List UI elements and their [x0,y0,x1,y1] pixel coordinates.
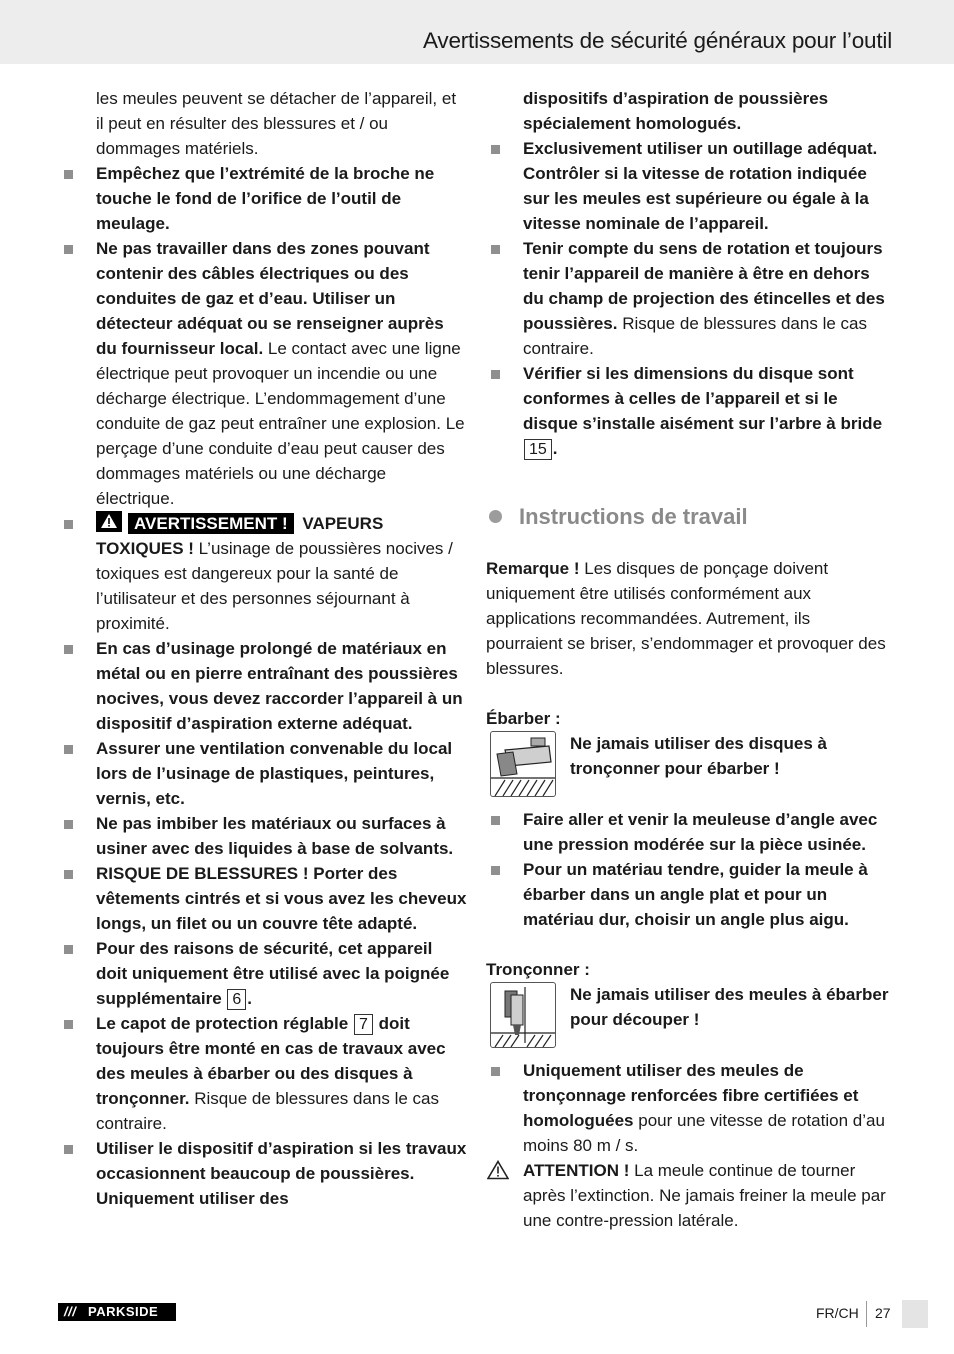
ebarber-warning: Ne jamais utiliser des disques à tronçonner pour ébarber ! [570,734,828,778]
page-title: Avertissements de sécurité généraux pour l’outil [423,28,892,53]
list-item: Ne pas travailler dans des zones pouvant contenir des câbles électriques ou des conduites de gaz et d’eau. Utiliser un détecteur adéquat ou se renseigner auprès du fournisseur local. Le contact avec une ligne électrique peut provoquer un incendie ou une décharge électrique. L’endommagement d’une conduite de gaz peut entraîner une explosion. Le perçage d’une conduite d’eau peut causer des dommages matériels ou une décharge électrique. [59,236,467,511]
part-reference: 6 [227,989,246,1010]
list-item: Le capot de protection réglable 7 doit toujours être monté en cas de travaux avec des meules à ébarber ou des disques à tronçonner. Risque de blessures dans le cas contraire. [59,1011,467,1136]
footer-tab-marker [902,1300,928,1328]
subheading-ebarber: Ébarber : [486,709,561,728]
language-code: FR/CH [816,1305,859,1321]
list-item: Assurer une ventilation convenable du local lors de l’usinage de plastiques, peintures, vernis, etc. [59,736,467,811]
cutting-illustration-icon [490,982,556,1048]
warning-badge: AVERTISSEMENT ! [128,513,294,534]
warning-triangle-icon [96,511,122,532]
ebarber-figure-row [486,731,891,799]
list-item: Faire aller et venir la meuleuse d’angle avec une pression modérée sur la pièce usinée. [486,807,891,857]
warning-triangle-icon [487,1160,509,1187]
list-item: Tenir compte du sens de rotation et toujours tenir l’appareil de manière à être en dehors du champ de projection des étincelles et des poussières. Risque de blessures dans le cas contraire. [486,236,891,361]
list-item: Pour des raisons de sécurité, cet appareil doit uniquement être utilisé avec la poignée supplémentaire 6 . [59,936,467,1011]
list-item: Vérifier si les dimensions du disque sont conformes à celles de l’appareil et si le disque s’installe aisément sur l’arbre à bride 15 . [486,361,891,461]
section-title: Instructions de travail [486,503,891,531]
list-item: Pour un matériau tendre, guider la meule à ébarber dans un angle plat et pour un matériau dur, choisir un angle plus aigu. [486,857,891,932]
parkside-logo: /// PARKSIDE [58,1303,176,1321]
list-item: Exclusivement utiliser un outillage adéquat. Contrôler si la vitesse de rotation indiquée sur les meules est supérieure ou égale à la vitesse nominale de l’appareil. [486,136,891,236]
list-item: Empêchez que l’extrémité de la broche ne touche le fond de l’orifice de l’outil de meulage. [59,161,467,236]
right-column [486,86,891,1233]
page-number: 27 [875,1305,891,1321]
grinding-illustration-icon [490,731,556,797]
page-header [0,0,954,64]
list-item: Utiliser le dispositif d’aspiration si les travaux occasionnent beaucoup de poussières. Uniquement utiliser des [59,1136,467,1211]
left-column [59,86,467,1211]
part-reference: 15 [524,439,552,460]
list-item: RISQUE DE BLESSURES ! Porter des vêtements cintrés et si vous avez les cheveux longs, un filet ou un couvre tête adapté. [59,861,467,936]
list-item: Uniquement utiliser des meules de tronçonnage renforcées fibre certifiées et homologuées pour une vitesse de rotation d’au moins 80 m / s. [486,1058,891,1158]
attention-note: ATTENTION ! La meule continue de tourner après l’extinction. Ne jamais freiner la meule par une contre-pression latérale. [486,1158,891,1233]
continued-text: dispositifs d’aspiration de poussières spécialement homologués. [523,89,829,133]
tronconner-figure-row [486,982,891,1050]
note-paragraph: Remarque ! Les disques de ponçage doivent uniquement être utilisés conformément aux applications recommandées. Autrement, ils pourraient se briser, s’endommager et provoquer des blessures. [486,559,886,678]
subheading-tronconner: Tronçonner : [486,960,590,979]
tronconner-warning: Ne jamais utiliser des meules à ébarber pour découper ! [570,985,889,1029]
list-item: Ne pas imbiber les matériaux ou surfaces à usiner avec des liquides à base de solvants. [59,811,467,861]
list-item: En cas d’usinage prolongé de matériaux en métal ou en pierre entraînant des poussières nocives, vous devez raccorder l’appareil à un dispositif d’aspiration externe adéquat. [59,636,467,736]
footer-divider [866,1301,867,1327]
intro-text: les meules peuvent se détacher de l’appareil, et il peut en résulter des blessures et / ou dommages matériels. [96,89,457,158]
list-item: AVERTISSEMENT ! VAPEURS TOXIQUES ! L’usinage de poussières nocives / toxiques est dangereux pour la santé de l’utilisateur et des personnes séjournant à proximité. [59,511,467,636]
part-reference: 7 [354,1014,373,1035]
